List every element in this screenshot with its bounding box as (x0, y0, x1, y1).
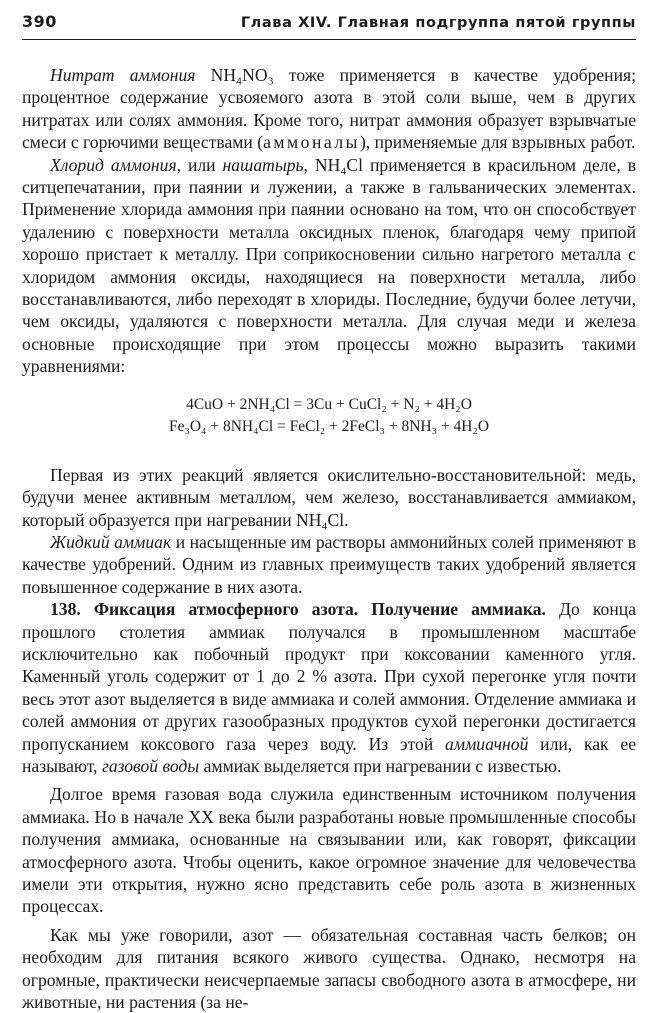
formula-nh4no3: NH₄NO₃ (210, 65, 274, 85)
section-heading: 138. Фиксация атмосферного азота. Получение аммиака. (50, 599, 546, 620)
paragraph-ammonium-chloride: Хлорид аммония, или нашатырь, NH₄Cl применяется в красильном деле, в ситцепечатании, при паянии и лужении, а также в гальванических элементах. Применение хлорида аммония при паянии основано на том, что он способствует удалению с поверхности металла оксидных пленок, благодаря чему припой хорошо пристает к металлу. При соприкосновении сильно нагретого металла с хлоридом аммония оксиды, находящиеся на поверхности металла, либо восстанавливаются, либо переходят в хлориды. Последние, будучи более летучи, чем оксиды, удаляются с поверхности металла. Для случая меди и железа основные происходящие при этом процессы можно выразить такими уравнениями: (22, 154, 636, 377)
term-gas-water: газовой воды (101, 755, 200, 776)
running-header (22, 12, 636, 40)
chapter-title: Глава XIV. Главная подгруппа пятой группы (240, 15, 636, 31)
equation-1: 4CuO + 2NH₄Cl = 3Cu + CuCl₂ + N₂ + 4H₂O (186, 395, 472, 413)
term-ammonals: аммоналы (263, 132, 360, 153)
paragraph-liquid-ammonia: Жидкий аммиак и насыщенные им растворы аммонийных солей применяют в качестве удобрений. Одним из главных преимуществ таких удобрений является повышенное содержание в них азота. (22, 531, 636, 597)
term-ammonia-water: аммиачной (445, 733, 529, 754)
paragraph-redox-note: Первая из этих реакций является окислительно-восстановительной: медь, будучи менее активным металлом, чем железо, восстанавливается аммиаком, который образуется при нагревании NH₄Cl. (22, 464, 636, 530)
term-ammonium-chloride: Хлорид аммония (50, 154, 177, 175)
equation-block (22, 394, 636, 438)
term-sal-ammoniac: нашатырь (222, 154, 304, 175)
body-text (22, 64, 636, 1013)
book-page (22, 12, 636, 1013)
paragraph-nitrogen-role: Как мы уже говорили, азот — обязательная составная часть белков; он необходим для питания всякого живого существа. Однако, несмотря на огромные, практически неисчерпаемые запасы свободного азота в атмосфере, ни животные, ни растения (за не- (22, 924, 636, 1013)
paragraph-ammonium-nitrate: Нитрат аммония NH₄NO₃ тоже применяется в качестве удобрения; процентное содержание усвояемого азота в этой соли выше, чем в других нитратах или солях аммония. Кроме того, нитрат аммония образует взрывчатые смеси с горючими веществами (аммоналы), применяемые для взрывных работ. (22, 65, 636, 153)
page-number: 390 (22, 12, 57, 31)
equation-2: Fe₃O₄ + 8NH₄Cl = FeCl₂ + 2FeCl₃ + 8NH₃ + 4H₂O (168, 417, 490, 435)
paragraph-gas-water-history: Долгое время газовая вода служила единственным источником получения аммиака. Но в начале XX века были разработаны новые промышленные способы получения аммиака, основанные на связывании или, как говорят, фиксации атмосферного азота. Чтобы оценить, какое огромное значение для человечества имели эти открытия, нужно ясно представить себе роль азота в жизненных процессах. (22, 784, 636, 917)
paragraph-section-138: 138. Фиксация атмосферного азота. Получение аммиака. До конца прошлого столетия аммиак получался в промышленном масштабе исключительно как побочный продукт при коксовании каменного угля. Каменный уголь содержит от 1 до 2 % азота. При сухой перегонке угля почти весь этот азот выделяется в виде аммиака и солей аммония. Отделение аммиака и солей аммония от других газообразных продуктов сухой перегонки достигается пропусканием коксового газа через воду. Из этой аммиачной или, как ее называют, газовой воды аммиак выделяется при нагревании с известью. (22, 599, 636, 776)
term-ammonium-nitrate: Нитрат аммония (50, 65, 196, 85)
term-liquid-ammonia: Жидкий аммиак (50, 531, 172, 552)
